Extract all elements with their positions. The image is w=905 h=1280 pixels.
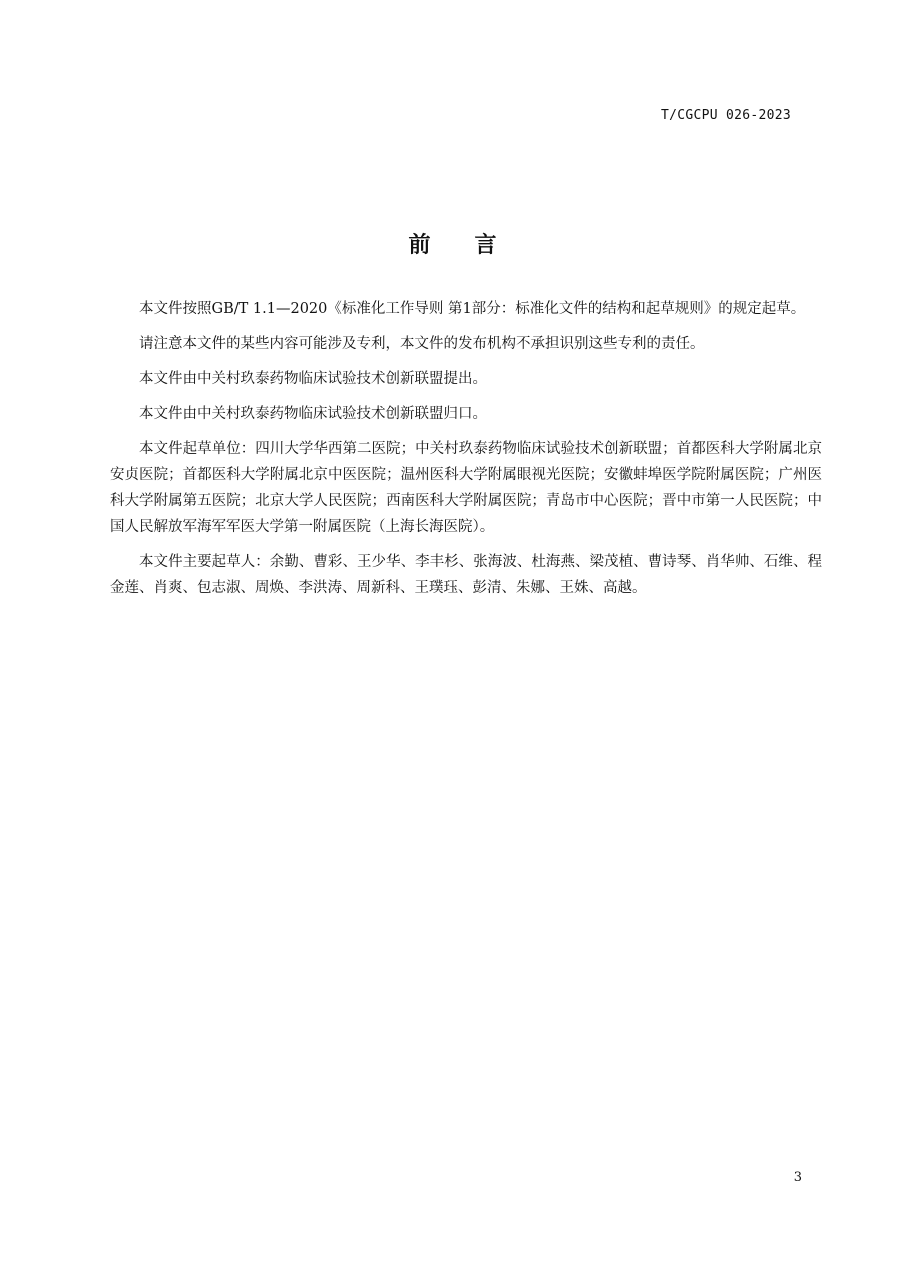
page-number: 3 [793, 1170, 802, 1185]
document-code: T/CGCPU 026-2023 [660, 108, 791, 123]
paragraph-patent-notice: 请注意本文件的某些内容可能涉及专利，本文件的发布机构不承担识别这些专利的责任。 [139, 336, 705, 352]
paragraph-managed-by: 本文件由中关村玖泰药物临床试验技术创新联盟归口。 [139, 406, 487, 422]
paragraph-drafting-rules: 本文件按照GB/T 1.1—2020《标准化工作导则 第1部分：标准化文件的结构和起草规则》的规定起草。 [139, 301, 806, 317]
paragraph-proposed-by: 本文件由中关村玖泰药物临床试验技术创新联盟提出。 [139, 371, 487, 387]
foreword-body [110, 296, 822, 610]
paragraph-main-drafters: 本文件主要起草人：余勤、曹彩、王少华、李丰杉、张海波、杜海燕、梁茂植、曹诗琴、肖华帅、石维、程金莲、肖爽、包志淑、周焕、李洪涛、周新科、王璞珏、彭清、朱娜、王姝、高越。 [110, 554, 822, 596]
page-title: 前言 [408, 233, 541, 258]
paragraph-drafting-units: 本文件起草单位：四川大学华西第二医院；中关村玖泰药物临床试验技术创新联盟；首都医科大学附属北京安贞医院；首都医科大学附属北京中医医院；温州医科大学附属眼视光医院；安徽蚌埠医学院附属医院；广州医科大学附属第五医院；北京大学人民医院；西南医科大学附属医院；青岛市中心医院；晋中市第一人民医院；中国人民解放军海军军医大学第一附属医院（上海长海医院）。 [110, 441, 822, 535]
